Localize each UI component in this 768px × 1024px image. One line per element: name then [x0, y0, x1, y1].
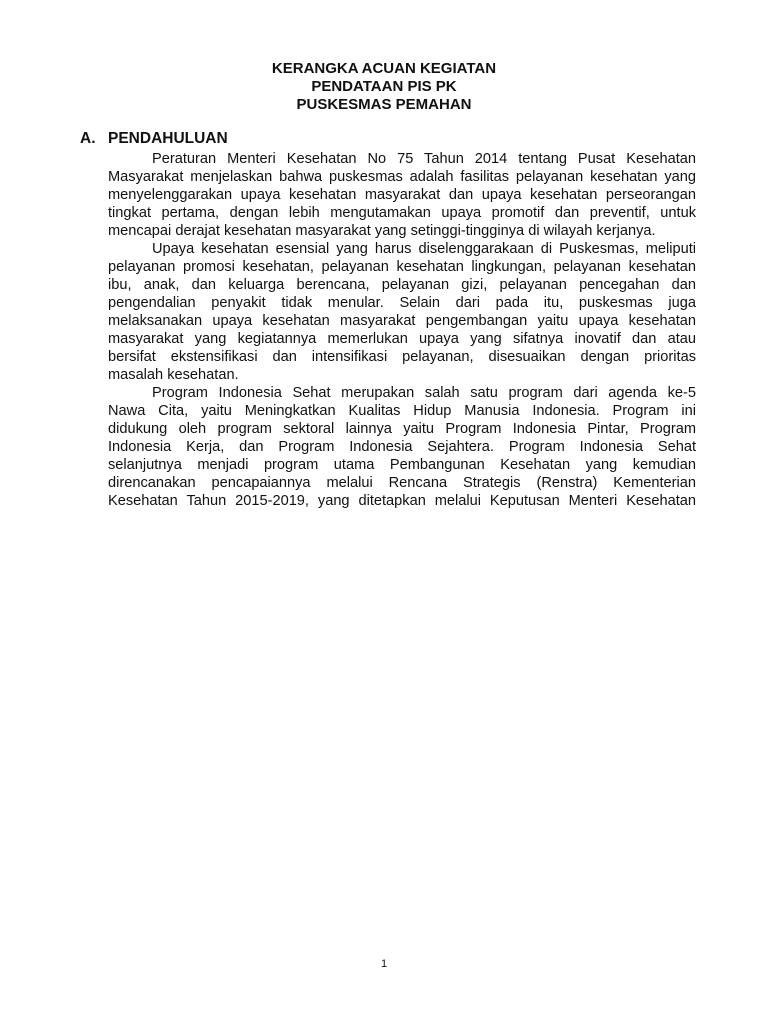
paragraph-line: Indonesia Kerja, dan Program Indonesia Sejahtera. Program Indonesia Sehat: [108, 439, 696, 455]
section-a-heading: [80, 130, 228, 148]
paragraph-line: menyelenggarakan upaya kesehatan masyarakat dan upaya kesehatan perseorangan: [108, 187, 696, 203]
title-line-1: KERANGKA ACUAN KEGIATAN: [271, 60, 497, 77]
section-a-title: PENDAHULUAN: [108, 130, 228, 147]
paragraph-line: Masyarakat menjelaskan bahwa puskesmas adalah fasilitas pelayanan kesehatan yang: [108, 169, 696, 185]
paragraph-line: mencapai derajat kesehatan masyarakat yang setinggi-tingginya di wilayah kerjanya.: [108, 223, 656, 239]
paragraph-line: Kesehatan Tahun 2015-2019, yang ditetapkan melalui Keputusan Menteri Kesehatan: [108, 493, 696, 509]
paragraph-line: Upaya kesehatan esensial yang harus diselenggarakaan di Puskesmas, meliputi: [152, 241, 696, 257]
paragraph-line: masyarakat yang kegiatannya memerlukan upaya yang sifatnya inovatif dan atau: [108, 331, 696, 347]
paragraph-line: masalah kesehatan.: [108, 367, 239, 383]
paragraph-line: Nawa Cita, yaitu Meningkatkan Kualitas Hidup Manusia Indonesia. Program ini: [108, 403, 696, 419]
paragraph-line: melaksanakan upaya kesehatan masyarakat pengembangan yaitu upaya kesehatan: [108, 313, 696, 329]
paragraph-line: ibu, anak, dan keluarga berencana, pelayanan gizi, pelayanan pencegahan dan: [108, 277, 696, 293]
section-a-letter: A.: [80, 130, 96, 147]
paragraph-line: tingkat pertama, dengan lebih mengutamakan upaya promotif dan preventif, untuk: [108, 205, 696, 221]
title-line-3: PUSKESMAS PEMAHAN: [296, 96, 472, 113]
paragraph-line: bersifat ekstensifikasi dan intensifikasi pelayanan, disesuaikan dengan prioritas: [108, 349, 696, 365]
paragraph-line: Peraturan Menteri Kesehatan No 75 Tahun 2014 tentang Pusat Kesehatan: [152, 151, 696, 167]
paragraph-line: Program Indonesia Sehat merupakan salah satu program dari agenda ke-5: [152, 385, 696, 401]
paragraph-line: pengendalian penyakit tidak menular. Selain dari pada itu, puskesmas juga: [108, 295, 696, 311]
paragraph-line: selanjutnya menjadi program utama Pembangunan Kesehatan yang kemudian: [108, 457, 696, 473]
title-line-2: PENDATAAN PIS PK: [311, 78, 457, 95]
paragraph-line: direncanakan pencapaiannya melalui Rencana Strategis (Renstra) Kementerian: [108, 475, 696, 491]
paragraph-line: didukung oleh program sektoral lainnya yaitu Program Indonesia Pintar, Program: [108, 421, 696, 437]
paragraph-line: pelayanan promosi kesehatan, pelayanan kesehatan lingkungan, pelayanan kesehatan: [108, 259, 696, 275]
page-number: 1: [380, 958, 388, 970]
